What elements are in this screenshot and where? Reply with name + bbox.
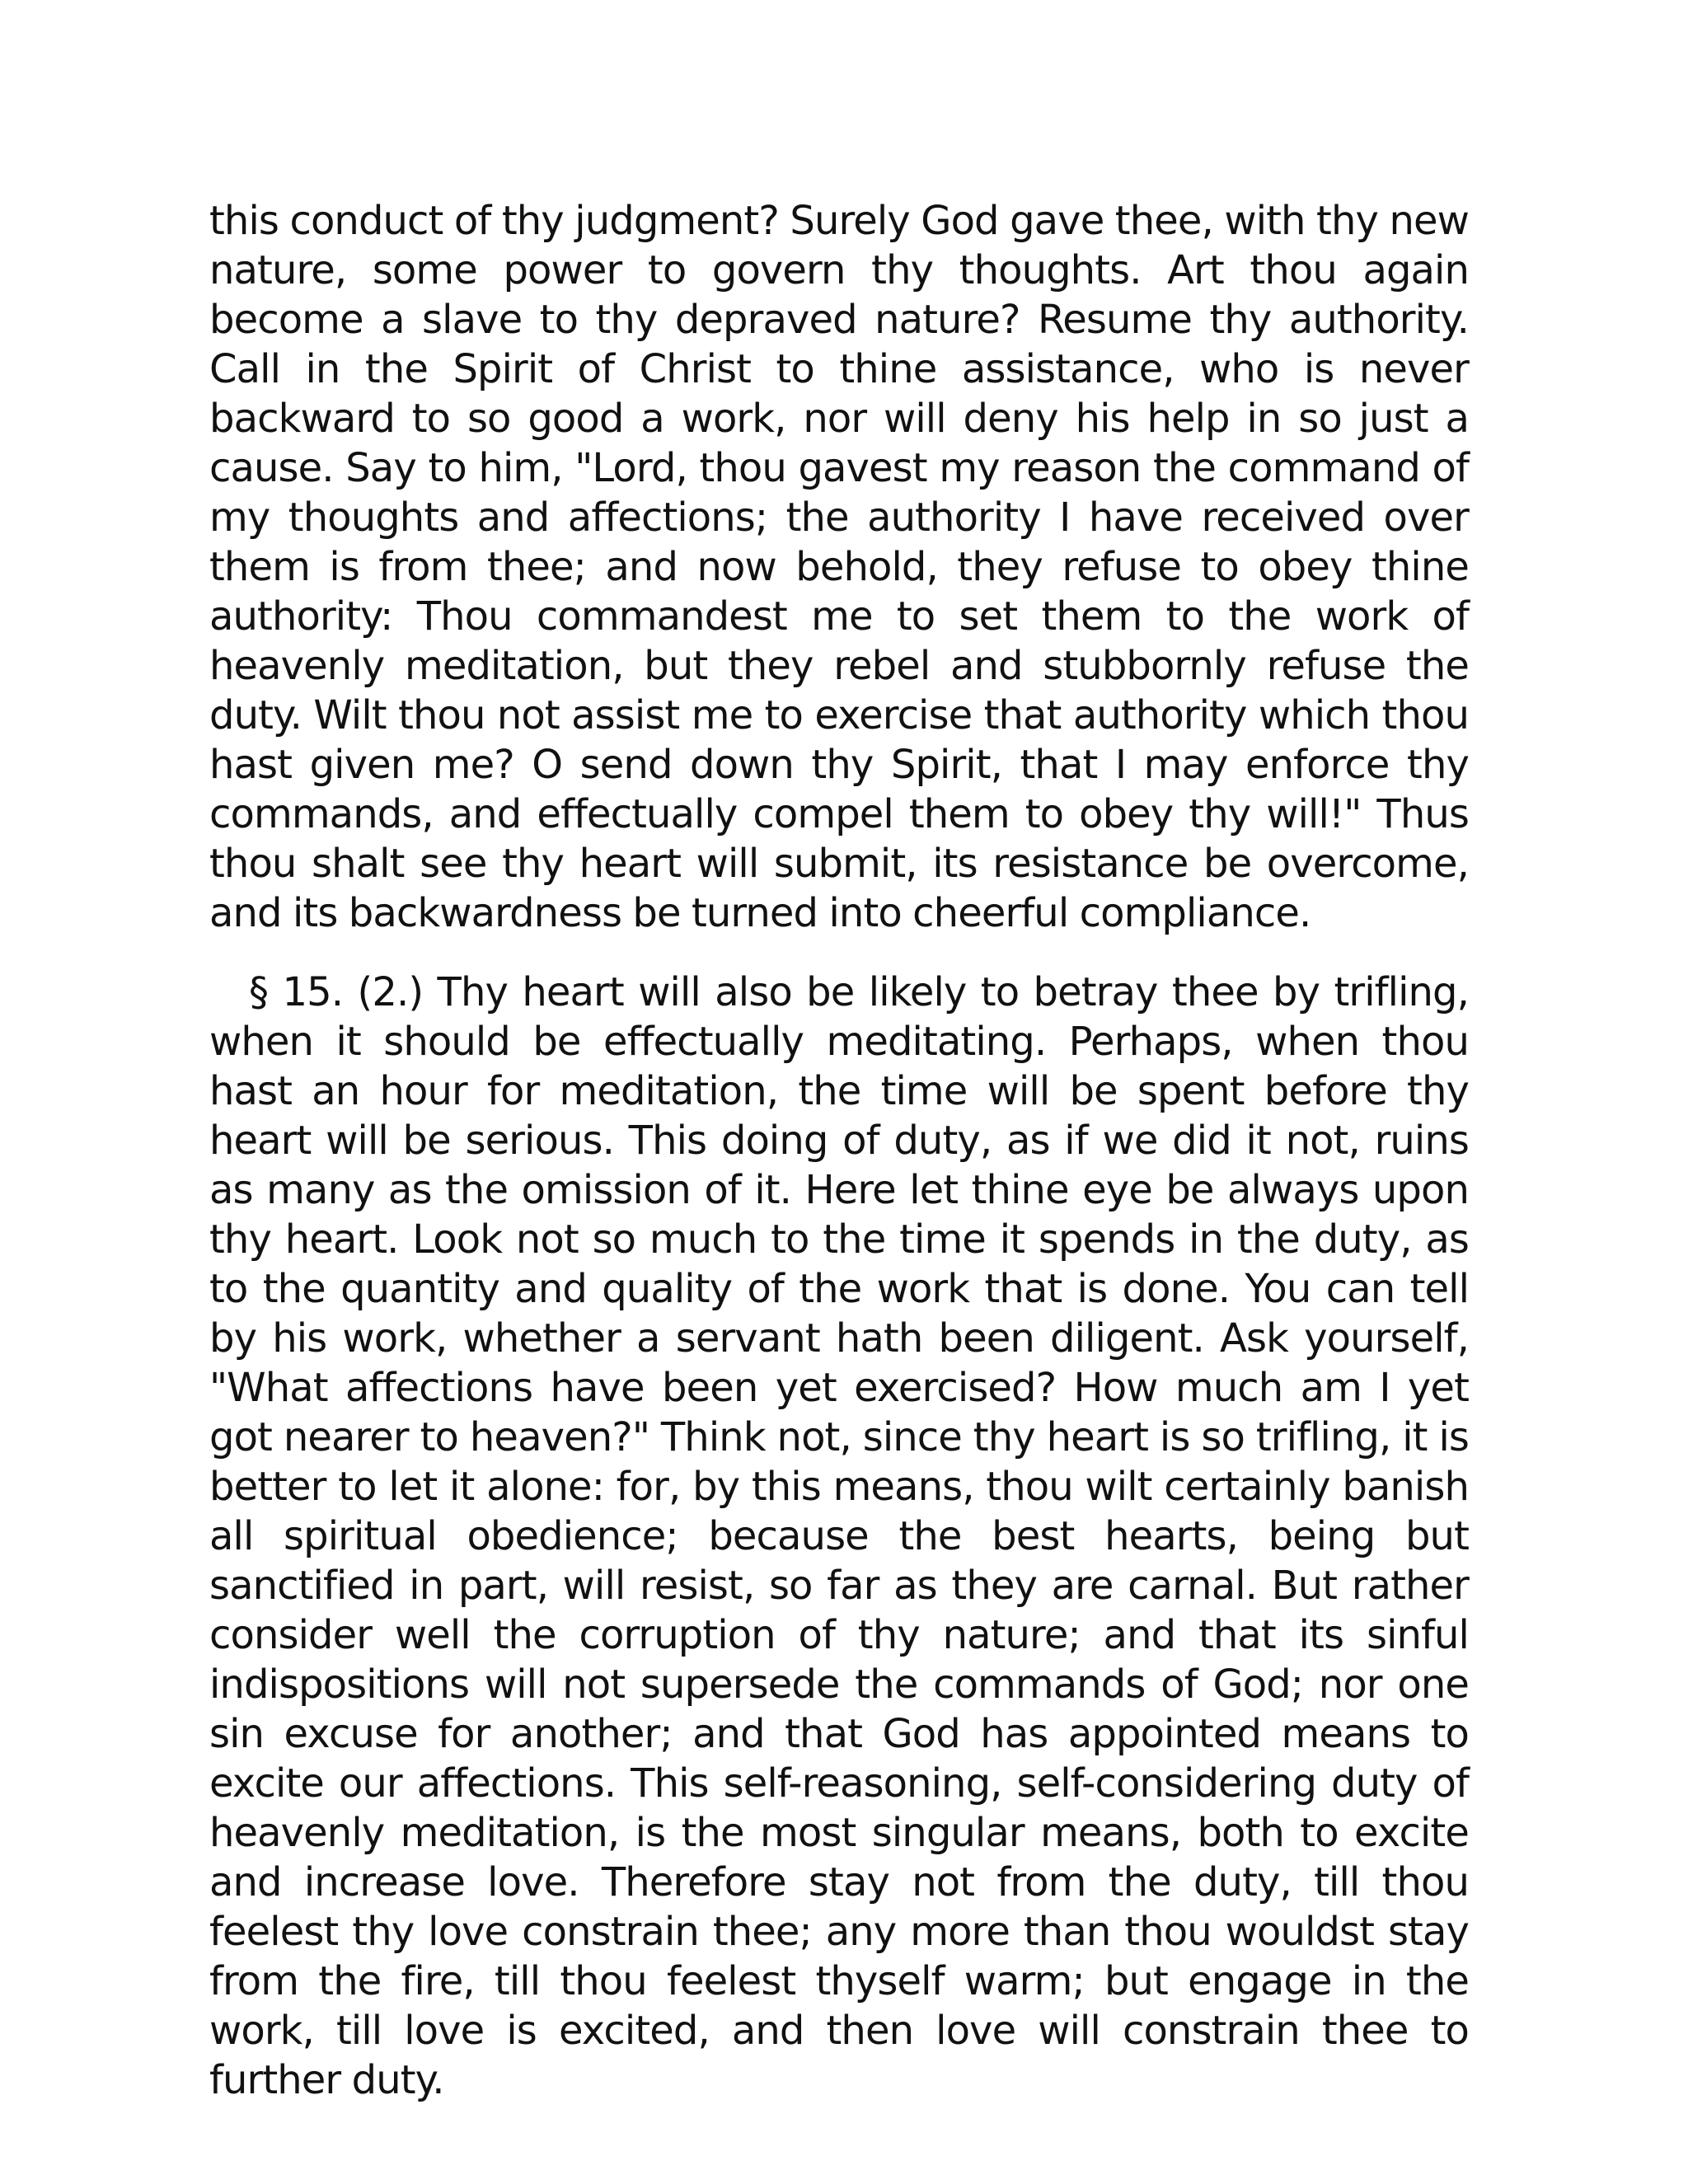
body-text [209, 196, 1469, 2105]
paragraph-continued: this conduct of thy judgment? Surely God gave thee, with thy new nature, some power to govern thy thoughts. Art thou again become a slave to thy depraved nature? Resume thy authority. Call in the Spirit of Christ to thine assistance, who is never backward to so good a work, nor will deny his help in so just a cause. Say to him, "Lord, thou gavest my reason the command of my thoughts and affections; the authority I have received over them is from thee; and now behold, they refuse to obey thine authority: Thou commandest me to set them to the work of heavenly meditation, but they rebel and stubbornly refuse the duty. Wilt thou not assist me to exercise that authority which thou hast given me? O send down thy Spirit, that I may enforce thy commands, and effectually compel them to obey thy will!" Thus thou shalt see thy heart will submit, its resistance be overcome, and its backwardness be turned into cheerful compliance. [209, 198, 1469, 936]
paragraph-section-15: § 15. (2.) Thy heart will also be likely to betray thee by trifling, when it should be effectually meditating. Perhaps, when thou hast an hour for meditation, the time will be spent before thy heart will be serious. This doing of duty, as if we did it not, ruins as many as the omission of it. Here let thine eye be always upon thy heart. Look not so much to the time it spends in the duty, as to the quantity and quality of the work that is done. You can tell by his work, whether a servant hath been diligent. Ask yourself, "What affections have been yet exercised? How much am I yet got nearer to heaven?" Think not, since thy heart is so trifling, it is better to let it alone: for, by this means, thou wilt certainly banish all spiritual obedience; because the best hearts, being but sanctified in part, will resist, so far as they are carnal. But rather consider well the corruption of thy nature; and that its sinful indispositions will not supersede the commands of God; nor one sin excuse for another; and that God has appointed means to excite our affections. This self-reasoning, self-considering duty of heavenly meditation, is the most singular means, both to excite and increase love. Therefore stay not from the duty, till thou feelest thy love constrain thee; any more than thou wouldst stay from the fire, till thou feelest thyself warm; but engage in the work, till love is excited, and then love will constrain thee to further duty. [209, 969, 1469, 2103]
